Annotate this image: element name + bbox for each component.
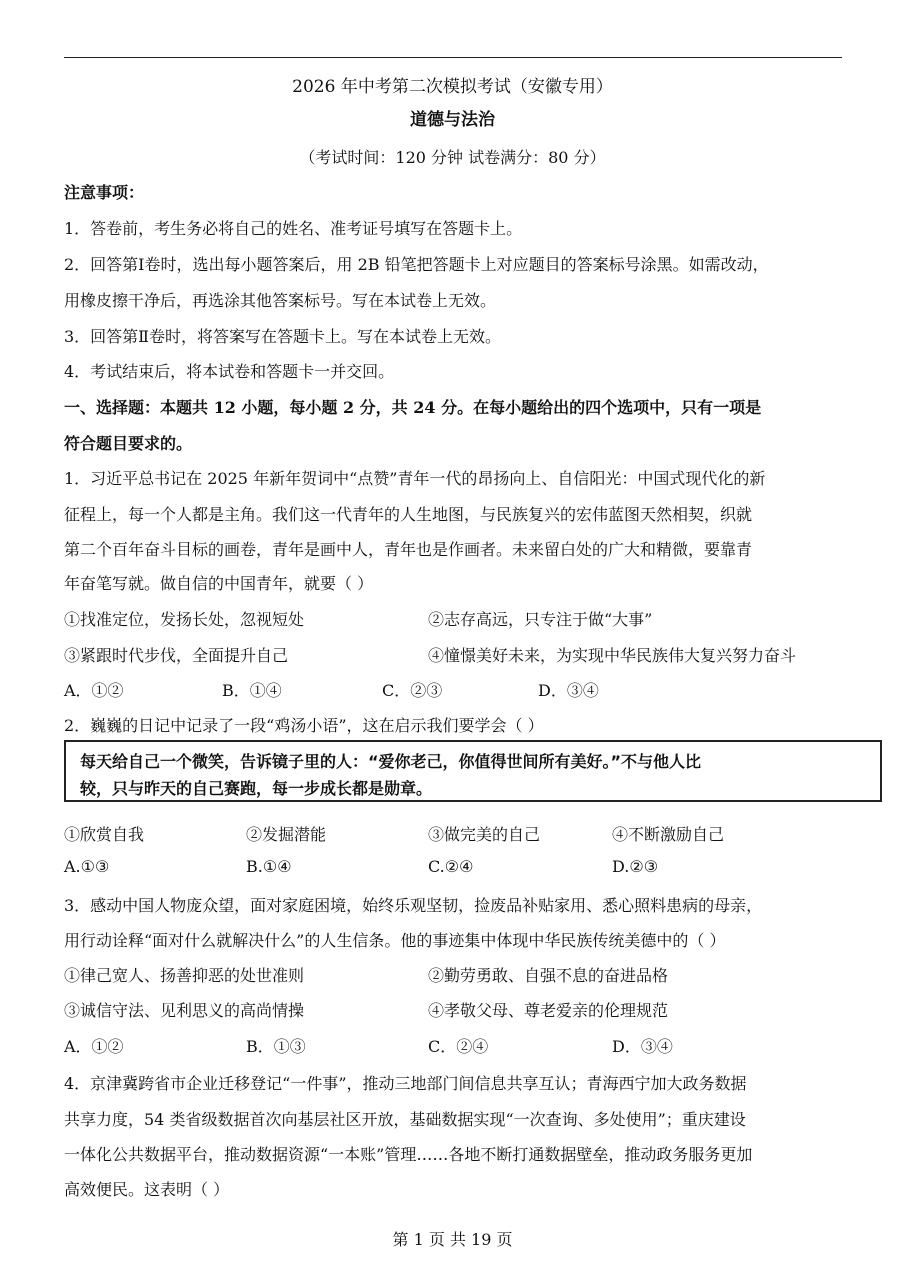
exam-meta: （考试时间：120 分钟 试卷满分：80 分） bbox=[299, 148, 606, 167]
q1-stem: 第二个百年奋斗目标的画卷，青年是画中人，青年也是作画者。未来留白处的广大和精微，要靠青 bbox=[64, 540, 753, 559]
q4-stem: 高效便民。这表明（ ） bbox=[64, 1180, 230, 1199]
notice-item: 1．答卷前，考生务必将自己的姓名、准考证号填写在答题卡上。 bbox=[64, 219, 523, 238]
page-footer: 第 1 页 共 19 页 bbox=[392, 1230, 513, 1249]
q2-quote-line: 每天给自己一个微笑，告诉镜子里的人：“爱你老己，你值得世间所有美好。”不与他人比 bbox=[80, 752, 702, 771]
q4-stem: 一体化公共数据平台，推动数据资源“一本账”管理……各地不断打通数据壁垒，推动政务服务更加 bbox=[64, 1145, 753, 1164]
q4-stem: 共享力度，54 类省级数据首次向基层社区开放，基础数据实现“一次查询、多处使用”；重庆建设 bbox=[64, 1110, 746, 1129]
q1-choice-a: A．①② bbox=[64, 681, 124, 700]
q2-choice-c: C.②④ bbox=[428, 857, 474, 876]
section-heading: 一、选择题：本题共 12 小题，每小题 2 分，共 24 分。在每小题给出的四个选项中，只有一项是 bbox=[64, 398, 762, 417]
q3-choice-c: C．②④ bbox=[428, 1037, 489, 1056]
top-rule bbox=[64, 57, 842, 58]
q1-item: ①找准定位，发扬长处，忽视短处 bbox=[64, 610, 305, 629]
notice-item: 3．回答第Ⅱ卷时，将答案写在答题卡上。写在本试卷上无效。 bbox=[64, 327, 502, 346]
q1-stem: 1．习近平总书记在 2025 年新年贺词中“点赞”青年一代的昂扬向上、自信阳光：中国式现代化的新 bbox=[64, 469, 766, 488]
q1-choice-d: D．③④ bbox=[538, 681, 599, 700]
q1-stem: 年奋笔写就。做自信的中国青年，就要（ ） bbox=[64, 574, 374, 593]
q3-choice-a: A．①② bbox=[64, 1037, 124, 1056]
exam-title: 2026 年中考第二次模拟考试（安徽专用） bbox=[292, 77, 613, 97]
q1-stem: 征程上，每一个人都是主角。我们这一代青年的人生地图，与民族复兴的宏伟蓝图天然相契，织就 bbox=[64, 505, 753, 524]
q2-choice-b: B.①④ bbox=[246, 857, 292, 876]
q2-choice-a: A.①③ bbox=[64, 857, 110, 876]
q3-item: ①律己宽人、扬善抑恶的处世准则 bbox=[64, 966, 305, 985]
q3-item: ④孝敬父母、尊老爱亲的伦理规范 bbox=[428, 1001, 669, 1020]
notice-heading: 注意事项： bbox=[64, 183, 145, 202]
subject-title: 道德与法治 bbox=[410, 110, 495, 130]
q1-item: ②志存高远，只专注于做“大事” bbox=[428, 610, 653, 629]
q1-choice-c: C．②③ bbox=[382, 681, 443, 700]
q2-item: ②发掘潜能 bbox=[246, 825, 327, 844]
q2-quote-box bbox=[64, 740, 882, 802]
q2-quote-line: 较，只与昨天的自己赛跑，每一步成长都是勋章。 bbox=[80, 779, 433, 798]
notice-item: 用橡皮擦干净后，再选涂其他答案标号。写在本试卷上无效。 bbox=[64, 291, 497, 310]
q2-item: ①欣赏自我 bbox=[64, 825, 145, 844]
section-heading-cont: 符合题目要求的。 bbox=[64, 434, 193, 453]
q3-item: ③诚信守法、见利思义的高尚情操 bbox=[64, 1001, 305, 1020]
q3-stem: 3．感动中国人物庞众望，面对家庭困境，始终乐观坚韧，捡废品补贴家用、悉心照料患病的母亲， bbox=[64, 896, 763, 915]
q1-choice-b: B．①④ bbox=[222, 681, 282, 700]
notice-item: 4．考试结束后，将本试卷和答题卡一并交回。 bbox=[64, 362, 395, 381]
q2-choice-d: D.②③ bbox=[612, 857, 659, 876]
q3-stem: 用行动诠释“面对什么就解决什么”的人生信条。他的事迹集中体现中华民族传统美德中的（ ） bbox=[64, 931, 726, 950]
q2-item: ④不断激励自己 bbox=[612, 825, 725, 844]
q2-item: ③做完美的自己 bbox=[428, 825, 541, 844]
q1-item: ③紧跟时代步伐，全面提升自己 bbox=[64, 646, 289, 665]
q1-item: ④憧憬美好未来，为实现中华民族伟大复兴努力奋斗 bbox=[428, 646, 797, 665]
notice-item: 2．回答第Ⅰ卷时，选出每小题答案后，用 2B 铅笔把答题卡上对应题目的答案标号涂黑。如需改动， bbox=[64, 255, 769, 274]
q2-stem: 2．巍巍的日记中记录了一段“鸡汤小语”，这在启示我们要学会（ ） bbox=[64, 716, 544, 735]
q4-stem: 4．京津冀跨省市企业迁移登记“一件事”，推动三地部门间信息共享互认；青海西宁加大政务数据 bbox=[64, 1074, 747, 1093]
q3-choice-b: B．①③ bbox=[246, 1037, 306, 1056]
q3-choice-d: D．③④ bbox=[612, 1037, 673, 1056]
q3-item: ②勤劳勇敢、自强不息的奋进品格 bbox=[428, 966, 669, 985]
